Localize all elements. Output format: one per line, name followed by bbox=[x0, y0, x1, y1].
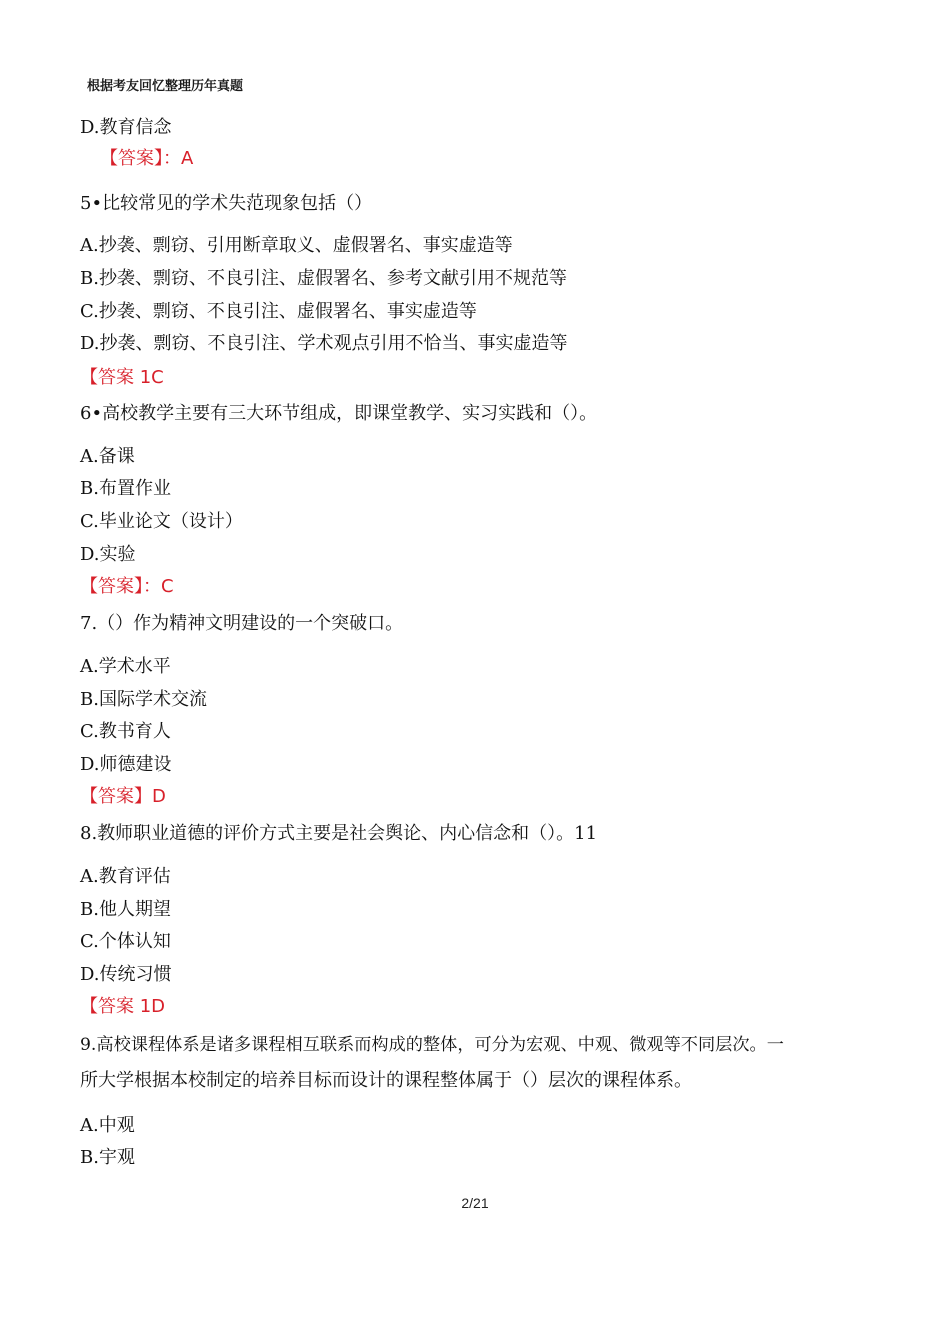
question-7-option-a: A.学术水平 bbox=[80, 656, 171, 677]
question-5-option-b: B.抄袭、剽窃、不良引注、虚假署名、参考文献引用不规范等 bbox=[80, 268, 567, 289]
question-9-stem-line-1: 9.高校课程体系是诸多课程相互联系而构成的整体，可分为宏观、中观、微观等不同层次。一 bbox=[80, 1035, 784, 1055]
question-8-answer: 【答案 1D bbox=[80, 996, 166, 1017]
question-9-option-b: B.宇观 bbox=[80, 1147, 135, 1168]
question-7-option-c: C.教书育人 bbox=[80, 721, 171, 742]
question-5-option-a: A.抄袭、剽窃、引用断章取义、虚假署名、事实虚造等 bbox=[80, 235, 513, 256]
question-9-option-a: A.中观 bbox=[80, 1115, 135, 1136]
answer-prev: 【答案】：A bbox=[100, 148, 194, 169]
question-6-option-c: C.毕业论文（设计） bbox=[80, 511, 243, 532]
page-number: 2/21 bbox=[461, 1195, 489, 1211]
question-8-option-b: B.他人期望 bbox=[80, 899, 171, 920]
question-8-option-d: D.传统习惯 bbox=[80, 964, 172, 985]
question-8-option-a: A.教育评估 bbox=[80, 866, 171, 887]
option-d: D.教育信念 bbox=[80, 117, 172, 138]
page-header: 根据考友回忆整理历年真题 bbox=[87, 79, 244, 94]
question-5-option-d: D.抄袭、剽窃、不良引注、学术观点引用不恰当、事实虚造等 bbox=[80, 333, 568, 354]
question-8-option-c: C.个体认知 bbox=[80, 931, 171, 952]
question-6-option-b: B.布置作业 bbox=[80, 478, 171, 499]
question-5-stem: 5•比较常见的学术失范现象包括（） bbox=[80, 193, 373, 214]
question-6-option-a: A.备课 bbox=[80, 446, 135, 467]
question-7-option-b: B.国际学术交流 bbox=[80, 689, 207, 710]
question-7-stem: 7.（）作为精神文明建设的一个突破口。 bbox=[80, 613, 404, 634]
question-9-stem-line-2: 所大学根据本校制定的培养目标而设计的课程整体属于（）层次的课程体系。 bbox=[80, 1070, 692, 1091]
question-5-answer: 【答案 1C bbox=[80, 367, 164, 388]
question-7-option-d: D.师德建设 bbox=[80, 754, 172, 775]
question-7-answer: 【答案】D bbox=[80, 786, 166, 807]
question-6-answer: 【答案】：C bbox=[80, 576, 174, 597]
question-8-stem: 8.教师职业道德的评价方式主要是社会舆论、内心信念和（）。11 bbox=[80, 823, 598, 844]
question-6-option-d: D.实验 bbox=[80, 544, 136, 565]
question-6-stem: 6•高校教学主要有三大环节组成，即课堂教学、实习实践和（）。 bbox=[80, 403, 598, 424]
question-5-option-c: C.抄袭、剽窃、不良引注、虚假署名、事实虚造等 bbox=[80, 301, 477, 322]
